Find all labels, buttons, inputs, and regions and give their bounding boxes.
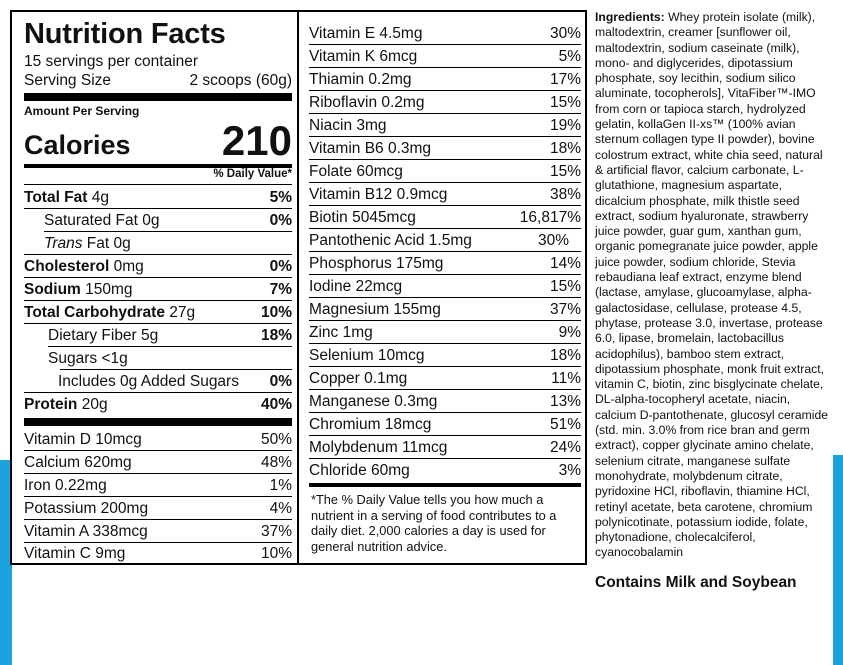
amount-per-serving: Amount Per Serving bbox=[24, 104, 140, 118]
nutrient-name: Sodium bbox=[24, 281, 81, 298]
nutrient-amount: Fat 0g bbox=[86, 235, 131, 252]
vitamin-row bbox=[24, 497, 292, 520]
vitamin-name: Biotin 5045mcg bbox=[309, 209, 416, 226]
vitamin-row bbox=[309, 160, 581, 183]
vitamin-dv: 3% bbox=[558, 462, 581, 479]
nutrient-amount: 27g bbox=[169, 304, 196, 321]
vitamin-name: Vitamin E 4.5mg bbox=[309, 25, 423, 42]
nutrient-row bbox=[24, 324, 292, 347]
vitamin-name: Manganese 0.3mg bbox=[309, 393, 438, 410]
nutrient-dv: 0% bbox=[269, 373, 292, 390]
vitamin-dv: 4% bbox=[269, 500, 292, 517]
nutrient-name: Total Carbohydrate bbox=[24, 304, 165, 321]
vitamin-row bbox=[309, 206, 581, 229]
vitamin-dv: 24% bbox=[549, 439, 581, 456]
vitamin-name: Folate 60mcg bbox=[309, 163, 403, 180]
daily-value-header: % Daily Value* bbox=[213, 168, 292, 180]
nutrient-amount: 20g bbox=[81, 396, 108, 413]
nutrient-dv: 7% bbox=[269, 281, 292, 298]
blue-packaging-strip-right bbox=[833, 455, 843, 665]
nutrition-facts-panel bbox=[10, 10, 300, 565]
vitamin-name: Magnesium 155mg bbox=[309, 301, 441, 318]
nutrient-dv: 0% bbox=[269, 258, 292, 275]
vitamin-dv: 50% bbox=[260, 431, 292, 448]
vitamin-dv: 30% bbox=[549, 25, 581, 42]
vitamin-name: Riboflavin 0.2mg bbox=[309, 94, 425, 111]
vitamin-dv: 19% bbox=[549, 117, 581, 134]
nutrient-amount: 4g bbox=[91, 189, 109, 206]
vitamin-dv: 1% bbox=[269, 477, 292, 494]
vitamin-row bbox=[309, 229, 581, 252]
vitamin-name: Vitamin A 338mcg bbox=[24, 523, 148, 540]
vitamin-dv: 30% bbox=[537, 232, 569, 249]
servings-per-container: 15 servings per container bbox=[24, 53, 199, 70]
vitamin-dv: 11% bbox=[551, 370, 581, 387]
vitamin-name: Iron 0.22mg bbox=[24, 477, 107, 494]
calories-value: 210 bbox=[221, 117, 292, 164]
nutrient-name: Cholesterol bbox=[24, 258, 110, 275]
nutrient-amount: 0g bbox=[142, 212, 160, 229]
vitamin-name: Molybdenum 11mcg bbox=[309, 439, 448, 456]
nutrient-dv: 18% bbox=[260, 327, 292, 344]
vitamin-row bbox=[24, 542, 292, 565]
vitamin-name: Vitamin D 10mcg bbox=[24, 431, 142, 448]
vitamin-name: Vitamin B12 0.9mcg bbox=[309, 186, 448, 203]
vitamin-name: Vitamin K 6mcg bbox=[309, 48, 418, 65]
vitamins-minerals-panel bbox=[297, 10, 587, 565]
vitamin-dv: 14% bbox=[549, 255, 581, 272]
vitamin-dv: 15% bbox=[549, 163, 581, 180]
serving-size-label: Serving Size bbox=[24, 72, 112, 89]
nutrient-dv: 40% bbox=[260, 396, 292, 413]
serving-size-value: 2 scoops (60g) bbox=[189, 72, 292, 89]
vitamin-dv: 48% bbox=[260, 454, 292, 471]
vitamin-name: Chromium 18mcg bbox=[309, 416, 432, 433]
vitamin-name: Chloride 60mg bbox=[309, 462, 410, 479]
daily-value-footnote: *The % Daily Value tells you how much a nutrient in a serving of food contributes to a daily diet. 2,000 calories a day is used for general nutrition advice. bbox=[311, 492, 557, 554]
nutrient-row bbox=[24, 278, 292, 301]
vitamin-row bbox=[309, 413, 581, 436]
nutrient-name: Sugars bbox=[48, 350, 98, 367]
vitamin-row bbox=[24, 474, 292, 497]
vitamin-row bbox=[24, 428, 292, 451]
nutrient-row bbox=[24, 186, 292, 209]
vitamin-row bbox=[24, 520, 292, 543]
vitamin-row bbox=[309, 68, 581, 91]
nutrient-row bbox=[24, 232, 292, 255]
nutrient-row bbox=[24, 301, 292, 324]
vitamin-row bbox=[309, 22, 581, 45]
nutrient-row bbox=[24, 347, 292, 370]
ingredients-heading: Ingredients: bbox=[595, 10, 665, 24]
vitamin-row bbox=[309, 344, 581, 367]
divider-thick bbox=[24, 418, 292, 426]
vitamin-row bbox=[309, 367, 581, 390]
vitamin-dv: 15% bbox=[549, 94, 581, 111]
vitamin-dv: 37% bbox=[549, 301, 581, 318]
nutrient-row bbox=[24, 255, 292, 278]
vitamin-row bbox=[24, 451, 292, 474]
vitamin-row bbox=[309, 298, 581, 321]
nutrient-row bbox=[24, 209, 292, 232]
vitamin-row bbox=[309, 390, 581, 413]
vitamin-name: Calcium 620mg bbox=[24, 454, 132, 471]
vitamin-row bbox=[309, 114, 581, 137]
ingredients-list bbox=[595, 10, 831, 561]
vitamin-row bbox=[309, 91, 581, 114]
vitamin-row bbox=[309, 252, 581, 275]
nutrient-amount: 5g bbox=[141, 327, 159, 344]
vitamin-dv: 17% bbox=[549, 71, 581, 88]
vitamin-row bbox=[309, 321, 581, 344]
vitamin-dv: 38% bbox=[549, 186, 581, 203]
vitamin-dv: 18% bbox=[549, 347, 581, 364]
vitamin-dv: 16,817% bbox=[519, 209, 581, 226]
vitamin-row bbox=[309, 45, 581, 68]
nutrition-facts-title: Nutrition Facts bbox=[24, 18, 226, 50]
nutrient-dv: 5% bbox=[269, 189, 292, 206]
vitamin-name: Phosphorus 175mg bbox=[309, 255, 444, 272]
vitamin-name: Iodine 22mcg bbox=[309, 278, 403, 295]
vitamin-dv: 9% bbox=[558, 324, 581, 341]
nutrient-amount: 150mg bbox=[85, 281, 133, 298]
vitamin-name: Pantothenic Acid 1.5mg bbox=[309, 232, 472, 249]
divider-thick bbox=[24, 93, 292, 101]
vitamin-name: Selenium 10mcg bbox=[309, 347, 425, 364]
nutrient-row bbox=[24, 370, 292, 393]
calories-label: Calories bbox=[24, 130, 131, 160]
vitamin-row bbox=[309, 183, 581, 206]
vitamin-name: Zinc 1mg bbox=[309, 324, 373, 341]
nutrient-name: Includes 0g Added Sugars bbox=[58, 373, 239, 390]
vitamin-name: Thiamin 0.2mg bbox=[309, 71, 412, 88]
divider bbox=[24, 184, 292, 185]
nutrient-name: Saturated Fat bbox=[44, 212, 138, 229]
nutrient-amount: <1g bbox=[101, 350, 128, 367]
vitamin-row bbox=[309, 137, 581, 160]
vitamin-dv: 51% bbox=[549, 416, 581, 433]
vitamin-name: Vitamin C 9mg bbox=[24, 545, 126, 562]
nutrient-name: Trans bbox=[44, 235, 83, 252]
vitamin-dv: 15% bbox=[549, 278, 581, 295]
vitamin-dv: 10% bbox=[260, 545, 292, 562]
nutrient-dv: 10% bbox=[260, 304, 292, 321]
vitamin-dv: 37% bbox=[260, 523, 292, 540]
nutrient-row bbox=[24, 393, 292, 416]
nutrient-dv: 0% bbox=[269, 212, 292, 229]
vitamin-dv: 5% bbox=[558, 48, 581, 65]
vitamin-row bbox=[309, 459, 581, 482]
nutrient-name: Total Fat bbox=[24, 189, 88, 206]
vitamin-name: Copper 0.1mg bbox=[309, 370, 408, 387]
vitamin-row bbox=[309, 275, 581, 298]
allergen-statement: Contains Milk and Soybean bbox=[595, 574, 797, 591]
serving-size-row bbox=[24, 72, 292, 90]
vitamin-row bbox=[309, 436, 581, 459]
nutrient-amount: 0mg bbox=[113, 258, 144, 275]
vitamin-name: Vitamin B6 0.3mg bbox=[309, 140, 432, 157]
vitamin-dv: 18% bbox=[549, 140, 581, 157]
ingredients-text: Whey protein isolate (milk), maltodextrin, creamer [sunflower oil, maltodextrin, sodium caseinate (milk), mono- and diglycerides, dipotassium phosphate, soy lecithin, sodium silico aluminate, tocopherols], VitaFiber™-IMO from corn or tapioca starch, hydrolyzed gelatin, kollaGen II-xs™ (100% avian sternum collagen type II powder), bovine colostrum extract, white chia seed, natural & artificial flavor, calcium carbonate, L-glutathione, magnesium aspartate, dicalcium phosphate, milk thistle seed extract, sodium hyaluronate, strawberry juice powder, guar gum, xanthan gum, organic pomegranate juice powder, apple juice powder, sodium chloride, Stevia rebaudiana leaf extract, enzyme blend (lactase, amylase, glucoamylase, alpha-galactosidase, cellulase, protease 4.5, phytase, protease 3.0, invertase, protease 6.0, lipase, bromelain, lactobacillus acidophilus), bamboo stem extract, dipotassium phosphate, monk fruit extract, vitamin C, biotin, zinc bisglycinate chelate, DL-alpha-tocopheryl acetate, niacin, calcium D-pantothenate, glucosyl ceramide (std. min. 3.0% from rice bran and germ extract), copper glycinate amino chelate, selenium citrate, manganese sulfate monohydrate, molybdenum citrate, pyridoxine HCl, riboflavin, thiamine HCl, retinyl acetate, beta carotene, chromium polynicotinate, potassium iodide, folate, phytonadione, cholecalciferol, cyanocobalamin bbox=[595, 10, 829, 560]
nutrient-name: Protein bbox=[24, 396, 78, 413]
vitamin-dv: 13% bbox=[549, 393, 581, 410]
divider-medium bbox=[309, 483, 581, 487]
nutrient-name: Dietary Fiber bbox=[48, 327, 137, 344]
vitamin-name: Niacin 3mg bbox=[309, 117, 387, 134]
vitamin-name: Potassium 200mg bbox=[24, 500, 149, 517]
